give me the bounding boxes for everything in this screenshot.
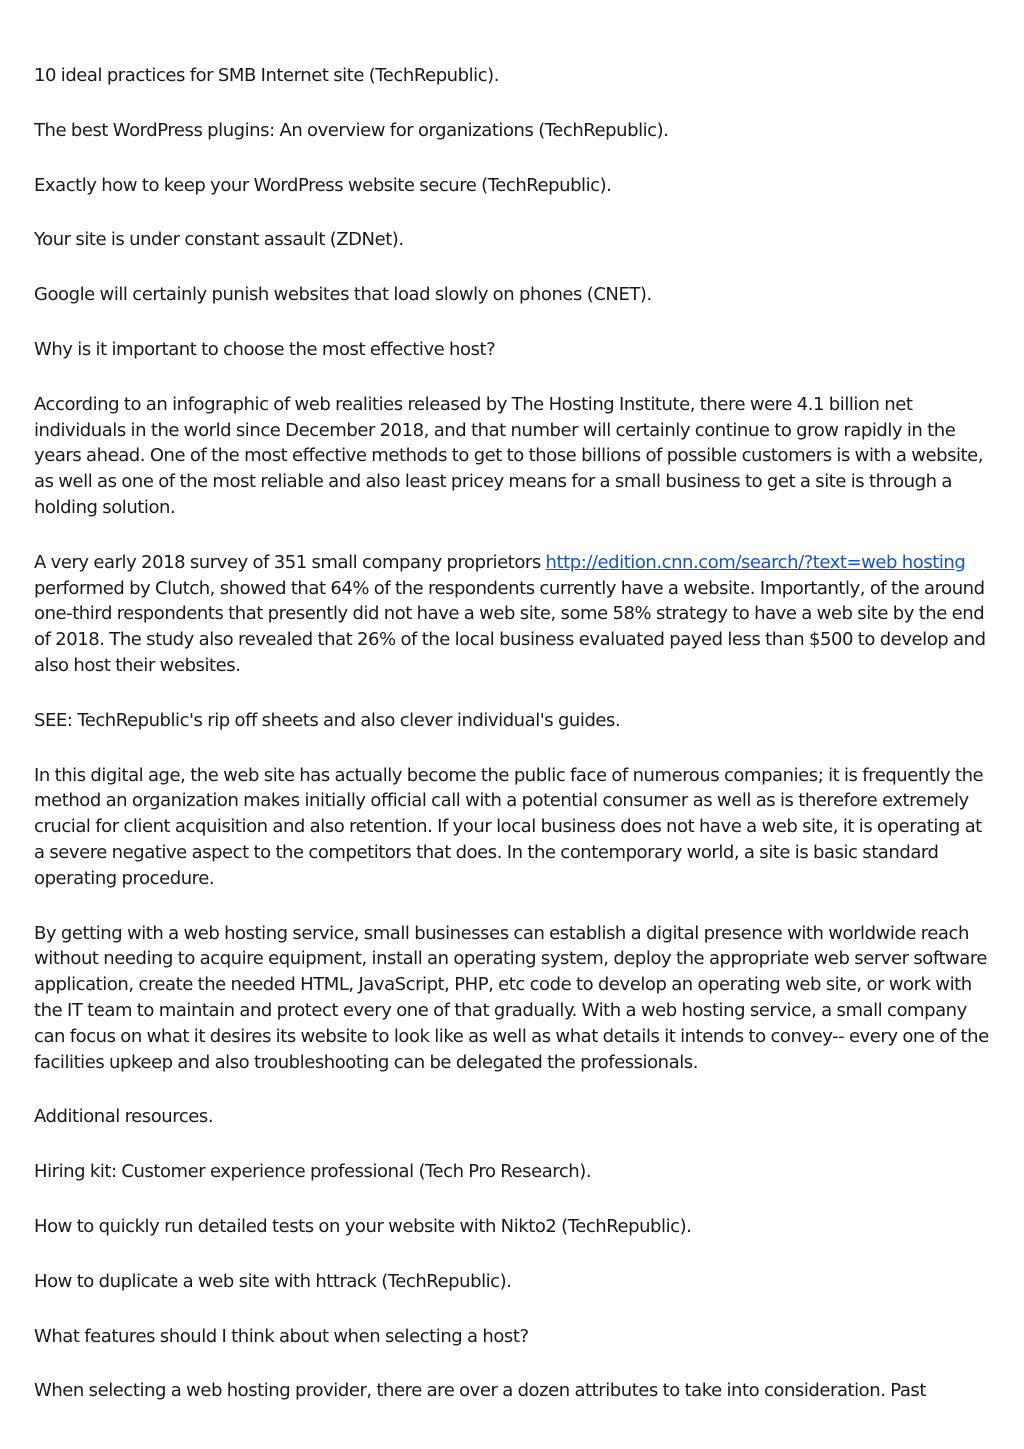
cnn-search-link[interactable]: http://edition.cnn.com/search/?text=web hosting [545, 551, 966, 573]
paragraph-why-host: Why is it important to choose the most effective host? [34, 338, 496, 360]
paragraph-httrack: How to duplicate a web site with httrack (TechRepublic). [34, 1270, 512, 1292]
paragraph-wordpress-plugins: The best WordPress plugins: An overview for organizations (TechRepublic). [34, 119, 669, 141]
paragraph-additional-resources: Additional resources. [34, 1106, 214, 1128]
paragraph-features-host: What features should I think about when selecting a host? [34, 1325, 529, 1347]
document-body [34, 63, 990, 1433]
paragraph-smb-practices: 10 ideal practices for SMB Internet site (TechRepublic). [34, 65, 499, 86]
paragraph-hiring-kit: Hiring kit: Customer experience professional (Tech Pro Research). [34, 1161, 592, 1183]
paragraph-google-punish: Google will certainly punish websites that load slowly on phones (CNET). [34, 284, 652, 306]
survey-text-before: A very early 2018 survey of 351 small company proprietors [34, 551, 546, 573]
survey-text-after: performed by Clutch, showed that 64% of the respondents currently have a website. Importantly, of the around one-third respondents that presently did not have a web site, some 58% strategy to have a web site by the end of 2018. The study also revealed that 26% of the local business evaluated payed less than $500 to develop and also host their websites. [34, 577, 986, 676]
paragraph-selecting-provider: When selecting a web hosting provider, there are over a dozen attributes to take into consideration. Past [34, 1380, 926, 1402]
paragraph-survey [34, 550, 990, 679]
paragraph-infographic: According to an infographic of web realities released by The Hosting Institute, there were 4.1 billion net individuals in the world since December 2018, and that number will certainly continue to grow rapidly in the years ahead. One of the most effective methods to get to those billions of possible customers is with a website, as well as one of the most reliable and also least pricey means for a small business to get a site is through a holding solution. [34, 393, 984, 518]
paragraph-nikto2: How to quickly run detailed tests on your website with Nikto2 (TechRepublic). [34, 1215, 692, 1237]
paragraph-wordpress-secure: Exactly how to keep your WordPress website secure (TechRepublic). [34, 174, 612, 196]
paragraph-web-hosting-service: By getting with a web hosting service, small businesses can establish a digital presence with worldwide reach without needing to acquire equipment, install an operating system, deploy the appropriate web server software application, create the needed HTML, JavaScript, PHP, etc code to develop an operating web site, or work with the IT team to maintain and protect every one of that gradually. With a web hosting service, a small company can focus on what it desires its website to look like as well as what details it intends to convey-- every one of the facilities upkeep and also troubleshooting can be delegated the professionals. [34, 922, 989, 1073]
paragraph-see-techrepublic: SEE: TechRepublic's rip off sheets and also clever individual's guides. [34, 709, 621, 731]
paragraph-site-assault: Your site is under constant assault (ZDNet). [34, 229, 404, 251]
paragraph-digital-age: In this digital age, the web site has actually become the public face of numerous companies; it is frequently the method an organization makes initially official call with a potential consumer as well as is therefore extremely crucial for client acquisition and also retention. If your local business does not have a web site, it is operating at a severe negative aspect to the competitors that does. In the contemporary world, a site is basic standard operating procedure. [34, 764, 984, 889]
